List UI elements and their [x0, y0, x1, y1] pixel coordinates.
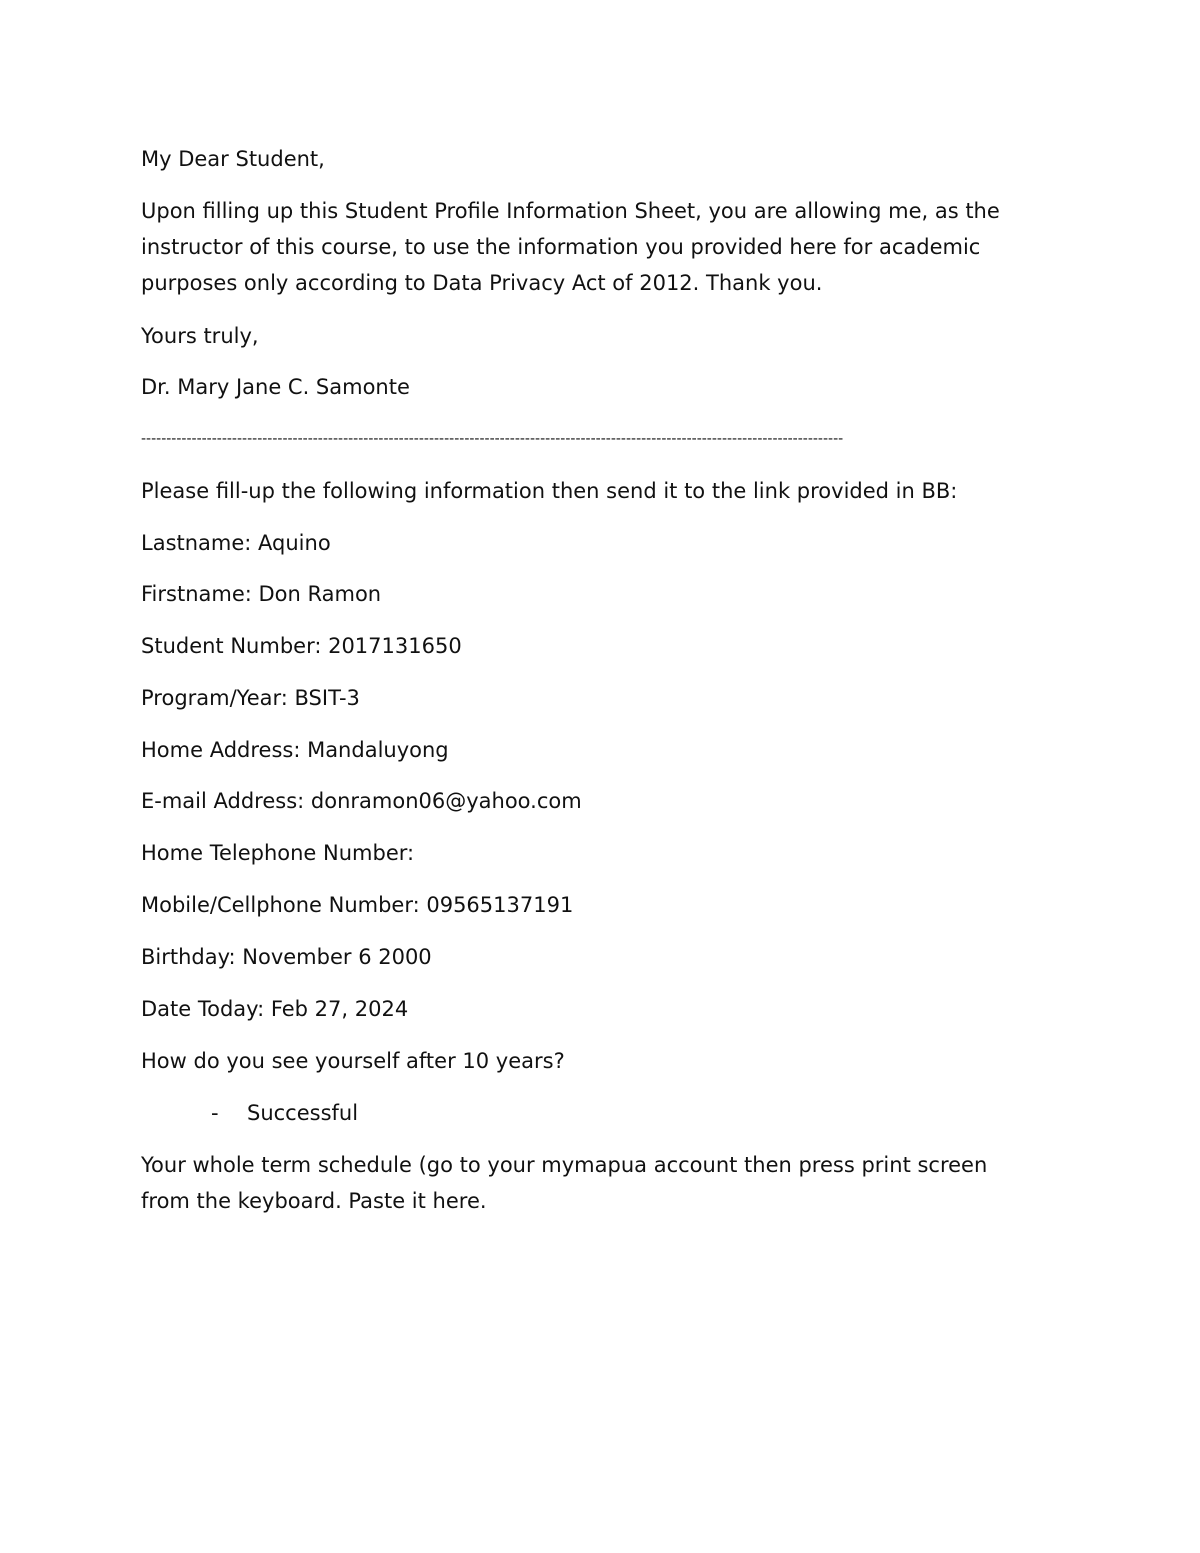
- field-lastname: Lastname: Aquino: [141, 531, 331, 555]
- form-instruction: Please fill-up the following information then send it to the link provided in BB:: [141, 479, 958, 503]
- schedule-instruction: [141, 1147, 987, 1219]
- closing: Yours truly,: [141, 324, 259, 348]
- field-student-number: Student Number: 2017131650: [141, 634, 462, 658]
- field-date-today: Date Today: Feb 27, 2024: [141, 997, 409, 1021]
- field-home-address: Home Address: Mandaluyong: [141, 738, 449, 762]
- consent-line: instructor of this course, to use the information you provided here for academic: [141, 235, 981, 259]
- question-ten-years: How do you see yourself after 10 years?: [141, 1049, 565, 1073]
- field-program-year: Program/Year: BSIT-3: [141, 686, 360, 710]
- field-birthday: Birthday: November 6 2000: [141, 945, 432, 969]
- consent-paragraph: [141, 193, 1000, 301]
- dashed-divider: -------------------------------------------------------------------------------------------------------------------------------------------: [141, 431, 844, 447]
- field-home-telephone: Home Telephone Number:: [141, 841, 415, 865]
- signature-name: Dr. Mary Jane C. Samonte: [141, 375, 410, 399]
- consent-line: Upon filling up this Student Profile Information Sheet, you are allowing me, as the: [141, 199, 1000, 223]
- schedule-line: from the keyboard. Paste it here.: [141, 1189, 487, 1213]
- salutation: My Dear Student,: [141, 147, 325, 171]
- consent-line: purposes only according to Data Privacy Act of 2012. Thank you.: [141, 271, 823, 295]
- schedule-line: Your whole term schedule (go to your mymapua account then press print screen: [141, 1153, 988, 1177]
- field-email-address: E-mail Address: donramon06@yahoo.com: [141, 789, 582, 813]
- field-firstname: Firstname: Don Ramon: [141, 582, 382, 606]
- field-mobile-number: Mobile/Cellphone Number: 09565137191: [141, 893, 574, 917]
- answer-text: Successful: [247, 1101, 359, 1125]
- answer-bullet: -: [211, 1101, 219, 1125]
